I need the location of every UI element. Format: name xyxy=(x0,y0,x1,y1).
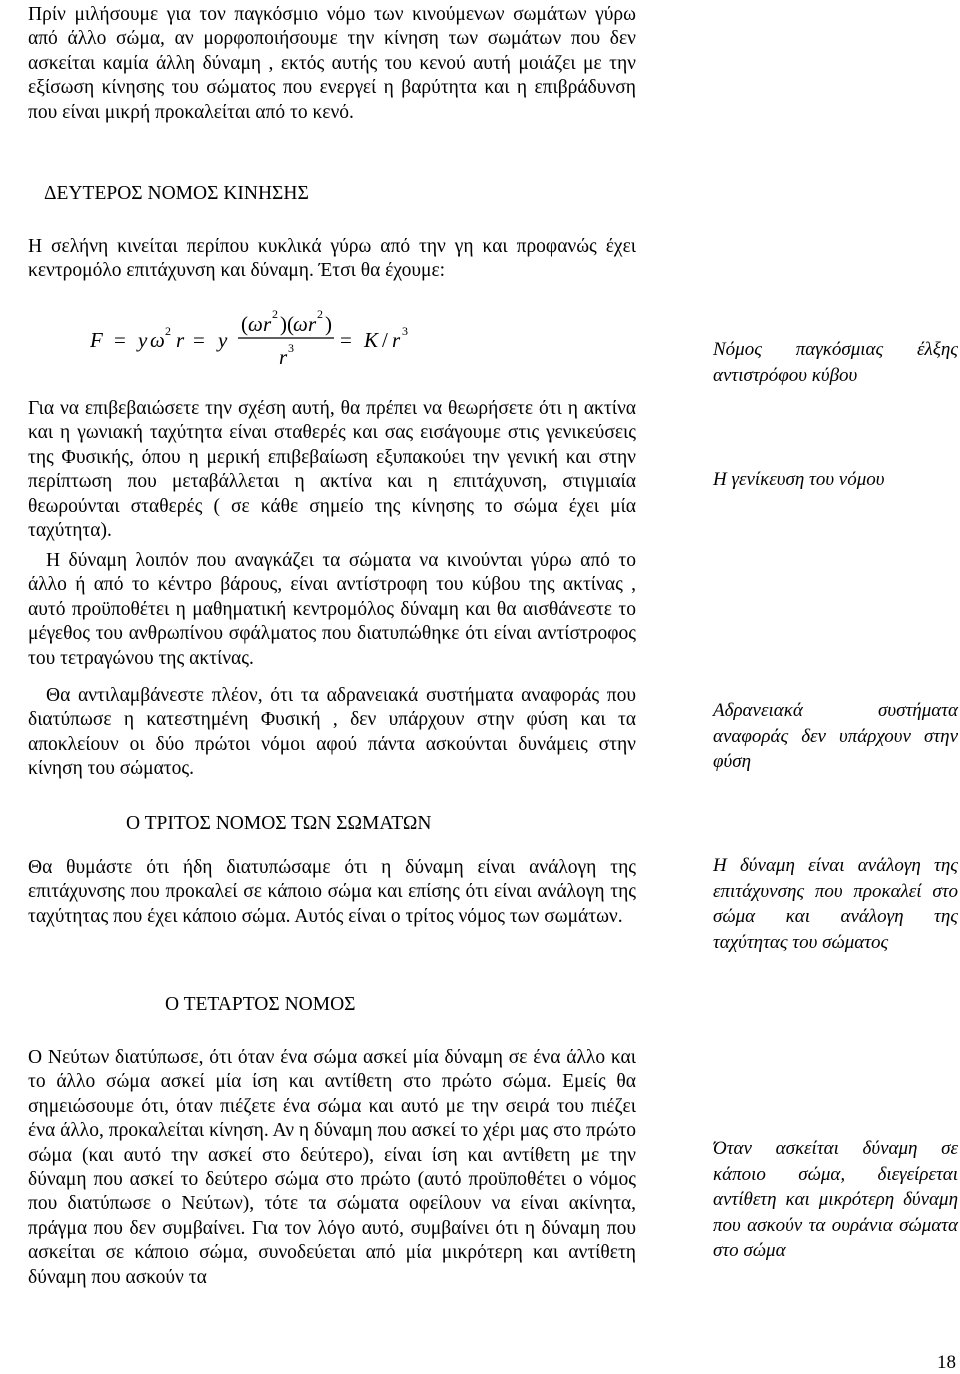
eq-num-open: ( xyxy=(241,312,248,336)
verify-paragraph: Για να επιβεβαιώσετε την σχέση αυτή, θα πρέπει να θεωρήσετε ότι η ακτίνα και η γωνιακή ταχύτητα είναι σταθερές και σας εισάγουμε στις γενικεύσεις της Φυσικής, όπου η μερική επιβεβαίωση εξυπακούει την γενική και στην περίπτωση που μεταβάλλεται η ακτίνα και η επιτάχυνση, στιγμιαία θεωρούνται σταθερές ( σε κάθε σημείο της κίνησης το σώμα έχει μία ταχύτητα). xyxy=(28,398,636,542)
margin-note-inertial: Αδρανειακά συστήματα αναφοράς δεν υπάρχουν στην φύση xyxy=(713,700,958,772)
eq-y-2: y xyxy=(218,328,228,352)
second-law-heading: ΔΕΥΤΕΡΟΣ ΝΟΜΟΣ ΚΙΝΗΣΗΣ xyxy=(44,183,309,204)
eq-num-omega-2: ω xyxy=(293,312,308,336)
margin-note-generalization: Η γενίκευση του νόμου xyxy=(713,469,885,490)
eq-sup-2a: 2 xyxy=(165,324,171,338)
eq-den-sup: 3 xyxy=(288,341,294,355)
eq-equals-1: = xyxy=(114,328,126,352)
eq-num-r-2: r xyxy=(308,312,317,336)
eq-slash: / xyxy=(382,328,388,352)
intro-paragraph: Πρίν μιλήσουμε για τον παγκόσμιο νόμο των κινούμενων σωμάτων γύρω από άλλο σώμα, αν μορφοποιήσουμε την κίνηση των σωμάτων που δεν ασκείται καμία άλλη δύναμη , εκτός αυτής του κενού αυτή μοιάζει με την εξίσωση κίνησης του σώματος που ενεργεί η βαρύτητα και η επιβράδυνση που είναι μικρή προκαλείται από το κενό. xyxy=(28,4,636,123)
eq-num-sup-1: 2 xyxy=(272,307,278,321)
eq-K: K xyxy=(364,328,379,352)
eq-num-sup-2: 2 xyxy=(317,307,323,321)
inertial-paragraph: Θα αντιλαμβάνεστε πλέον, ότι τα αδρανειακά συστήματα αναφοράς που διατύπωσε η κατεστημένη Φυσική , δεν υπάρχουν στην φύση και τα αποκλείουν οι δύο πρώτοι νόμοι αφού πάντα ασκούνται δυνάμεις στην κίνηση του σώματος. xyxy=(28,685,636,780)
eq-r-final: r xyxy=(392,328,401,352)
gravity-equation xyxy=(90,302,510,372)
eq-den-r: r xyxy=(279,345,288,369)
margin-note-force: Η δύναμη είναι ανάλογη της επιτάχυνσης που προκαλεί στο σώμα και ανάλογη της ταχύτητας του σώματος xyxy=(713,855,958,953)
third-law-paragraph: Θα θυμάστε ότι ήδη διατυπώσαμε ότι η δύναμη είναι ανάλογη της επιτάχυνσης που προκαλεί σε κάποιο σώμα και επίσης ότι είναι ανάλογη της ταχύτητας που έχει κάποιο σώμα. Αυτός είναι ο τρίτος νόμος των σωμάτων. xyxy=(28,857,636,927)
third-law-heading: Ο ΤΡΙΤΟΣ ΝΟΜΟΣ ΤΩΝ ΣΩΜΑΤΩΝ xyxy=(126,813,432,834)
eq-equals-2: = xyxy=(193,328,205,352)
eq-num-mid: )( xyxy=(280,312,294,336)
eq-num-close: ) xyxy=(325,312,332,336)
fourth-law-paragraph: Ο Νεύτων διατύπωσε, ότι όταν ένα σώμα ασκεί μία δύναμη σε ένα άλλο και το άλλο σώμα ασκεί μία ίση και αντίθετη στο πρώτο σώμα. Εμείς θα σημειώσουμε ότι, όταν πιέζετε ένα σώμα και αυτό με την σειρά του πιέζει ένα άλλο, προκαλείται κίνηση. Αν η δύναμη που ασκεί το χέρι μας στο πρώτο σώμα (και αυτό την ασκεί στο δεύτερο), είναι ίση και αντίθετη με την δύναμη που ασκεί το δεύτερο σώμα στο πρώτο (αυτό προϋποθέτει ο νόμος που διατύπωσε ο Νεύτων), τότε τα σώματα οφείλουν να είναι ακίνητα, πράγμα που δεν συμβαίνει. Για τον λόγο αυτό, συμβαίνει ότι η δύναμη που ασκείται σε κάποιο σώμα, συνοδεύεται από μία μικρότερη και αντίθετη δύναμη που ασκούν τα xyxy=(28,1047,636,1288)
eq-F: F xyxy=(90,328,103,352)
moon-paragraph: Η σελήνη κινείται περίπου κυκλικά γύρω από την γη και προφανώς έχει κεντρομόλο επιτάχυνση και δύναμη. Έτσι θα έχουμε: xyxy=(28,236,636,282)
eq-num-r-1: r xyxy=(263,312,272,336)
eq-equals-3: = xyxy=(340,328,352,352)
fourth-law-heading: Ο ΤΕΤΑΡΤΟΣ ΝΟΜΟΣ xyxy=(165,994,356,1015)
margin-note-law: Νόμος παγκόσμιας έλξης αντιστρόφου κύβου xyxy=(713,339,958,386)
eq-sup-3: 3 xyxy=(402,324,408,338)
eq-y-1: y xyxy=(138,328,148,352)
eq-num-omega-1: ω xyxy=(248,312,263,336)
eq-r-1: r xyxy=(176,328,185,352)
force-paragraph: Η δύναμη λοιπόν που αναγκάζει τα σώματα να κινούνται γύρω από το άλλο ή από το κέντρο βάρους, είναι αντίστροφη του κύβου της ακτίνας , αυτό προϋποθέτει η μαθηματική κεντρομόλος δύναμη και θα αισθάνεστε το μέγεθος του ανθρωπίνου σφάλματος που διατυπώθηκε ότι είναι αντίστροφος του τετραγώνου της ακτίνας. xyxy=(28,550,636,669)
eq-omega-1: ω xyxy=(150,328,165,352)
page-number: 18 xyxy=(937,1352,956,1373)
margin-note-reaction: Όταν ασκείται δύναμη σε κάποιο σώμα, διεγείρεται αντίθετη και μικρότερη δύναμη που ασκούν τα ουράνια σώματα στο σώμα xyxy=(713,1138,958,1261)
